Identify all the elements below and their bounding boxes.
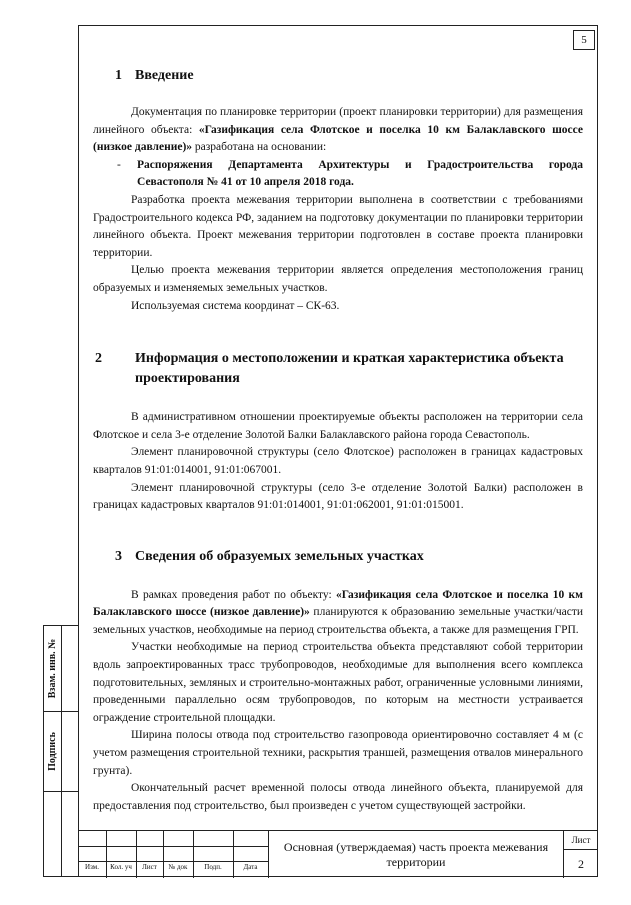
section-3-paragraph-3: Ширина полосы отвода под строительство газопровода ориентировочно составляет 4 м (с учетом размещения строительной техники, раскрытия траншей, размещения отвалов минерального грунта). <box>93 729 583 777</box>
signature-label: Подпись <box>47 731 58 771</box>
section-2-paragraph-1: В административном отношении проектируемые объекты расположен на территории села Флотское и села 3-е отделение Золотой Балки Балаклавского района города Севастополь. <box>93 411 583 441</box>
sheet-number-cell <box>563 831 598 878</box>
section-1-paragraph-1: Документация по планировке территории (проект планировки территории) для размещения линейного объекта: «Газификация села Флотское и поселка 10 км Балаклавского шоссе (низкое давление)» разработана на основании: <box>93 106 583 154</box>
header-count: Кол. уч <box>110 863 132 871</box>
section-3-paragraph-1: В рамках проведения работ по объекту: «Газификация села Флотское и поселка 10 км Балаклавского шоссе (низкое давление)» планируются к образованию земельные участки/части земельных участков, необходимые на период строительства объекта, а также для размещения ГРП. <box>93 588 584 636</box>
left-margin-stamp <box>43 625 78 877</box>
section-1-bullet: - Распоряжения Департамента Архитектуры и Градостроительства города Севастополя № 41 от 10 апреля 2018 года. <box>117 158 583 189</box>
section-2-heading: 2 Информация о местоположении и краткая характеристика объекта проектирования <box>95 351 564 387</box>
header-signature: Подп. <box>204 863 222 871</box>
section-3-heading: 3 Сведения об образуемых земельных участках <box>115 548 424 564</box>
document-body <box>93 60 583 815</box>
section-3-paragraph-4: Окончательный расчет временной полосы отвода линейного объекта, планируемой для предоставления под строительство, был произведен с учетом существующей застройки. <box>93 782 583 812</box>
section-2-paragraph-2: Элемент планировочной структуры (село Флотское) расположен в границах кадастровых кварталов 91:01:014001, 91:01:067001. <box>93 446 583 476</box>
section-1-heading: 1 Введение <box>115 68 194 83</box>
title-block <box>78 830 598 878</box>
revision-table <box>78 831 268 878</box>
header-date: Дата <box>243 863 258 871</box>
section-1-paragraph-3: Целью проекта межевания территории является определения местоположения границ образуемых и изменяемых земельных участков. <box>93 264 583 294</box>
section-1-paragraph-2: Разработка проекта межевания территории выполнена в соответствии с требованиями Градостроительного кодекса РФ, заданием на подготовку документации по планировки территории линейного объекта. Проект межевания территории подготовлен в составе проекта планировки территории. <box>93 193 583 259</box>
inventory-label: Взам. инв. № <box>47 638 59 699</box>
sheet-label: Лист <box>564 831 598 850</box>
top-page-number: 5 <box>573 30 595 50</box>
document-title: Основная (утверждаемая) часть проекта межевания территории <box>268 831 563 878</box>
section-1-paragraph-4: Используемая система координат – СК-63. <box>131 299 340 312</box>
section-2-paragraph-3: Элемент планировочной структуры (село 3-е отделение Золотой Балки) расположен в границах кадастровых кварталов 91:01:014001, 91:01:062001, 91:01:015001. <box>93 481 583 512</box>
section-3-paragraph-2: Участки необходимые на период строительства объекта представляют собой территории вдоль запроектированных трасс трубопроводов, необходимые для выполнения всего комплекса подготовительных, земляных и строительно-монтажных работ, ограниченные условными линиями, проведенными параллельно осям трубопроводов, по которым на местности устраивается ограждение строительной площадки. <box>93 641 583 724</box>
header-change: Изм. <box>85 863 99 871</box>
header-sheet: Лист <box>142 863 157 871</box>
header-doc-number: № док <box>168 863 188 871</box>
sheet-number: 2 <box>578 857 584 871</box>
